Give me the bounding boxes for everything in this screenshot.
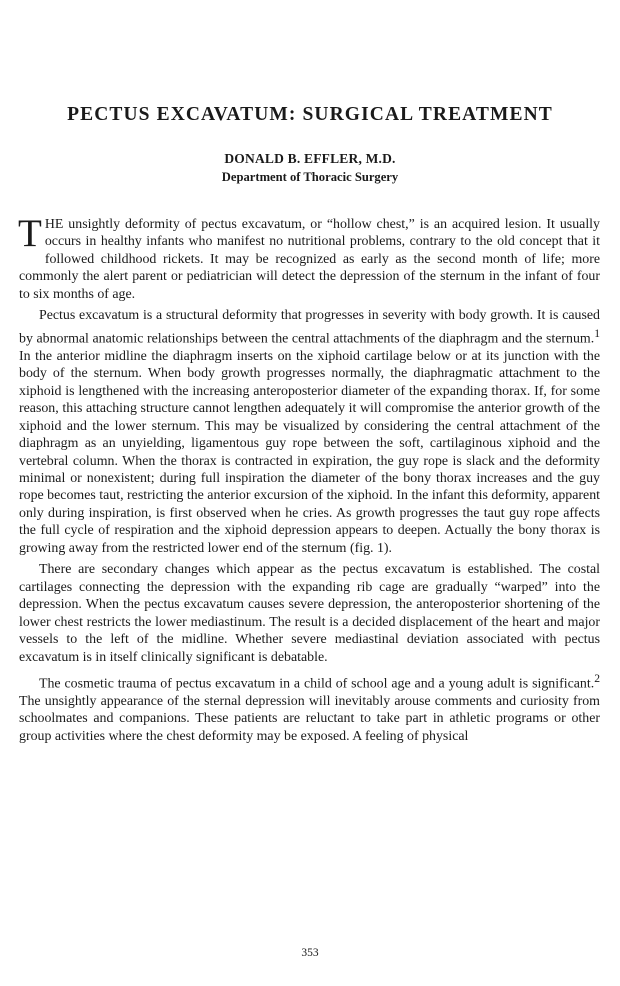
drop-cap: T	[18, 212, 42, 255]
reference-1: 1	[594, 326, 600, 340]
paragraph-2	[19, 307, 600, 557]
paragraph-4-text-b: The unsightly appearance of the sternal depression will inevitably arouse comments and curiosity from schoolmates and companions. These patients are reluctant to take part in athletic programs or other group activities where the chest deformity may be exposed. A feeling of physical	[19, 694, 600, 744]
paragraph-4-text-a: The cosmetic trauma of pectus excavatum in a child of school age and a young adult is significant.	[39, 676, 595, 692]
page-number: 353	[301, 947, 319, 959]
paragraph-1-text: HE unsightly deformity of pectus excavatum, or “hollow chest,” is an acquired lesion. It usually occurs in healthy infants who manifest no nutritional problems, contrary to the old concept that it followed childhood rickets. It may be recognized as early as the second month of life; more commonly the alert parent or pediatrician will detect the depression of the sternum in the infant of four to six months of age.	[19, 217, 600, 302]
reference-2: 2	[594, 671, 600, 685]
author-name: DONALD B. EFFLER, M.D.	[224, 151, 396, 166]
paragraph-1	[18, 212, 600, 303]
paragraph-4	[19, 670, 600, 745]
paragraph-2-text-a: Pectus excavatum is a structural deformity that progresses in severity with body growth. It is caused by abnormal anatomic relationships between the central attachments of the diaphragm and the sternum.	[19, 308, 600, 347]
paragraph-2-text-b: In the anterior midline the diaphragm inserts on the xiphoid cartilage below or at its junction with the body of the sternum. When body growth progresses normally, the diaphragmatic attachment to the xiphoid is lengthened with the increasing anteroposterior diameter of the expanding thorax. If, for some reason, this attaching structure cannot lengthen adequately it will compromise the anterior growth of the xiphoid and the lower sternum. This may be visualized by considering the central attachment of the diaphragm as an unyielding, ligamentous guy rope between the soft, cartilaginous xiphoid and the vertebral column. When the thorax is contracted in expiration, the guy rope is slack and the deformity minimal or nonexistent; during full inspiration the diameter of the bony thorax increases and the guy rope becomes taut, restricting the anterior excursion of the xiphoid. In the infant this deformity, apparent only during inspiration, is first observed when he cries. As growth progresses the taut guy rope affects the full cycle of respiration and the xiphoid depression appears to deepen. Actually the bony thorax is growing away from the restricted lower end of the sternum (fig. 1).	[19, 348, 600, 556]
paragraph-3	[19, 561, 600, 666]
paragraph-3-text: There are secondary changes which appear as the pectus excavatum is established. The costal cartilages connecting the depression with the expanding rib cage are gradually “warped” into the depression. When the pectus excavatum causes severe depression, the anteroposterior shortening of the lower chest restricts the lower mediastinum. The result is a decided displacement of the heart and major vessels to the left of the midline. Whether severe mediastinal deviation associated with pectus excavatum is in itself clinically significant is debatable.	[19, 562, 600, 665]
author-department: Department of Thoracic Surgery	[221, 170, 399, 184]
article-title: PECTUS EXCAVATUM: SURGICAL TREATMENT	[67, 104, 553, 125]
article-body	[18, 212, 600, 745]
